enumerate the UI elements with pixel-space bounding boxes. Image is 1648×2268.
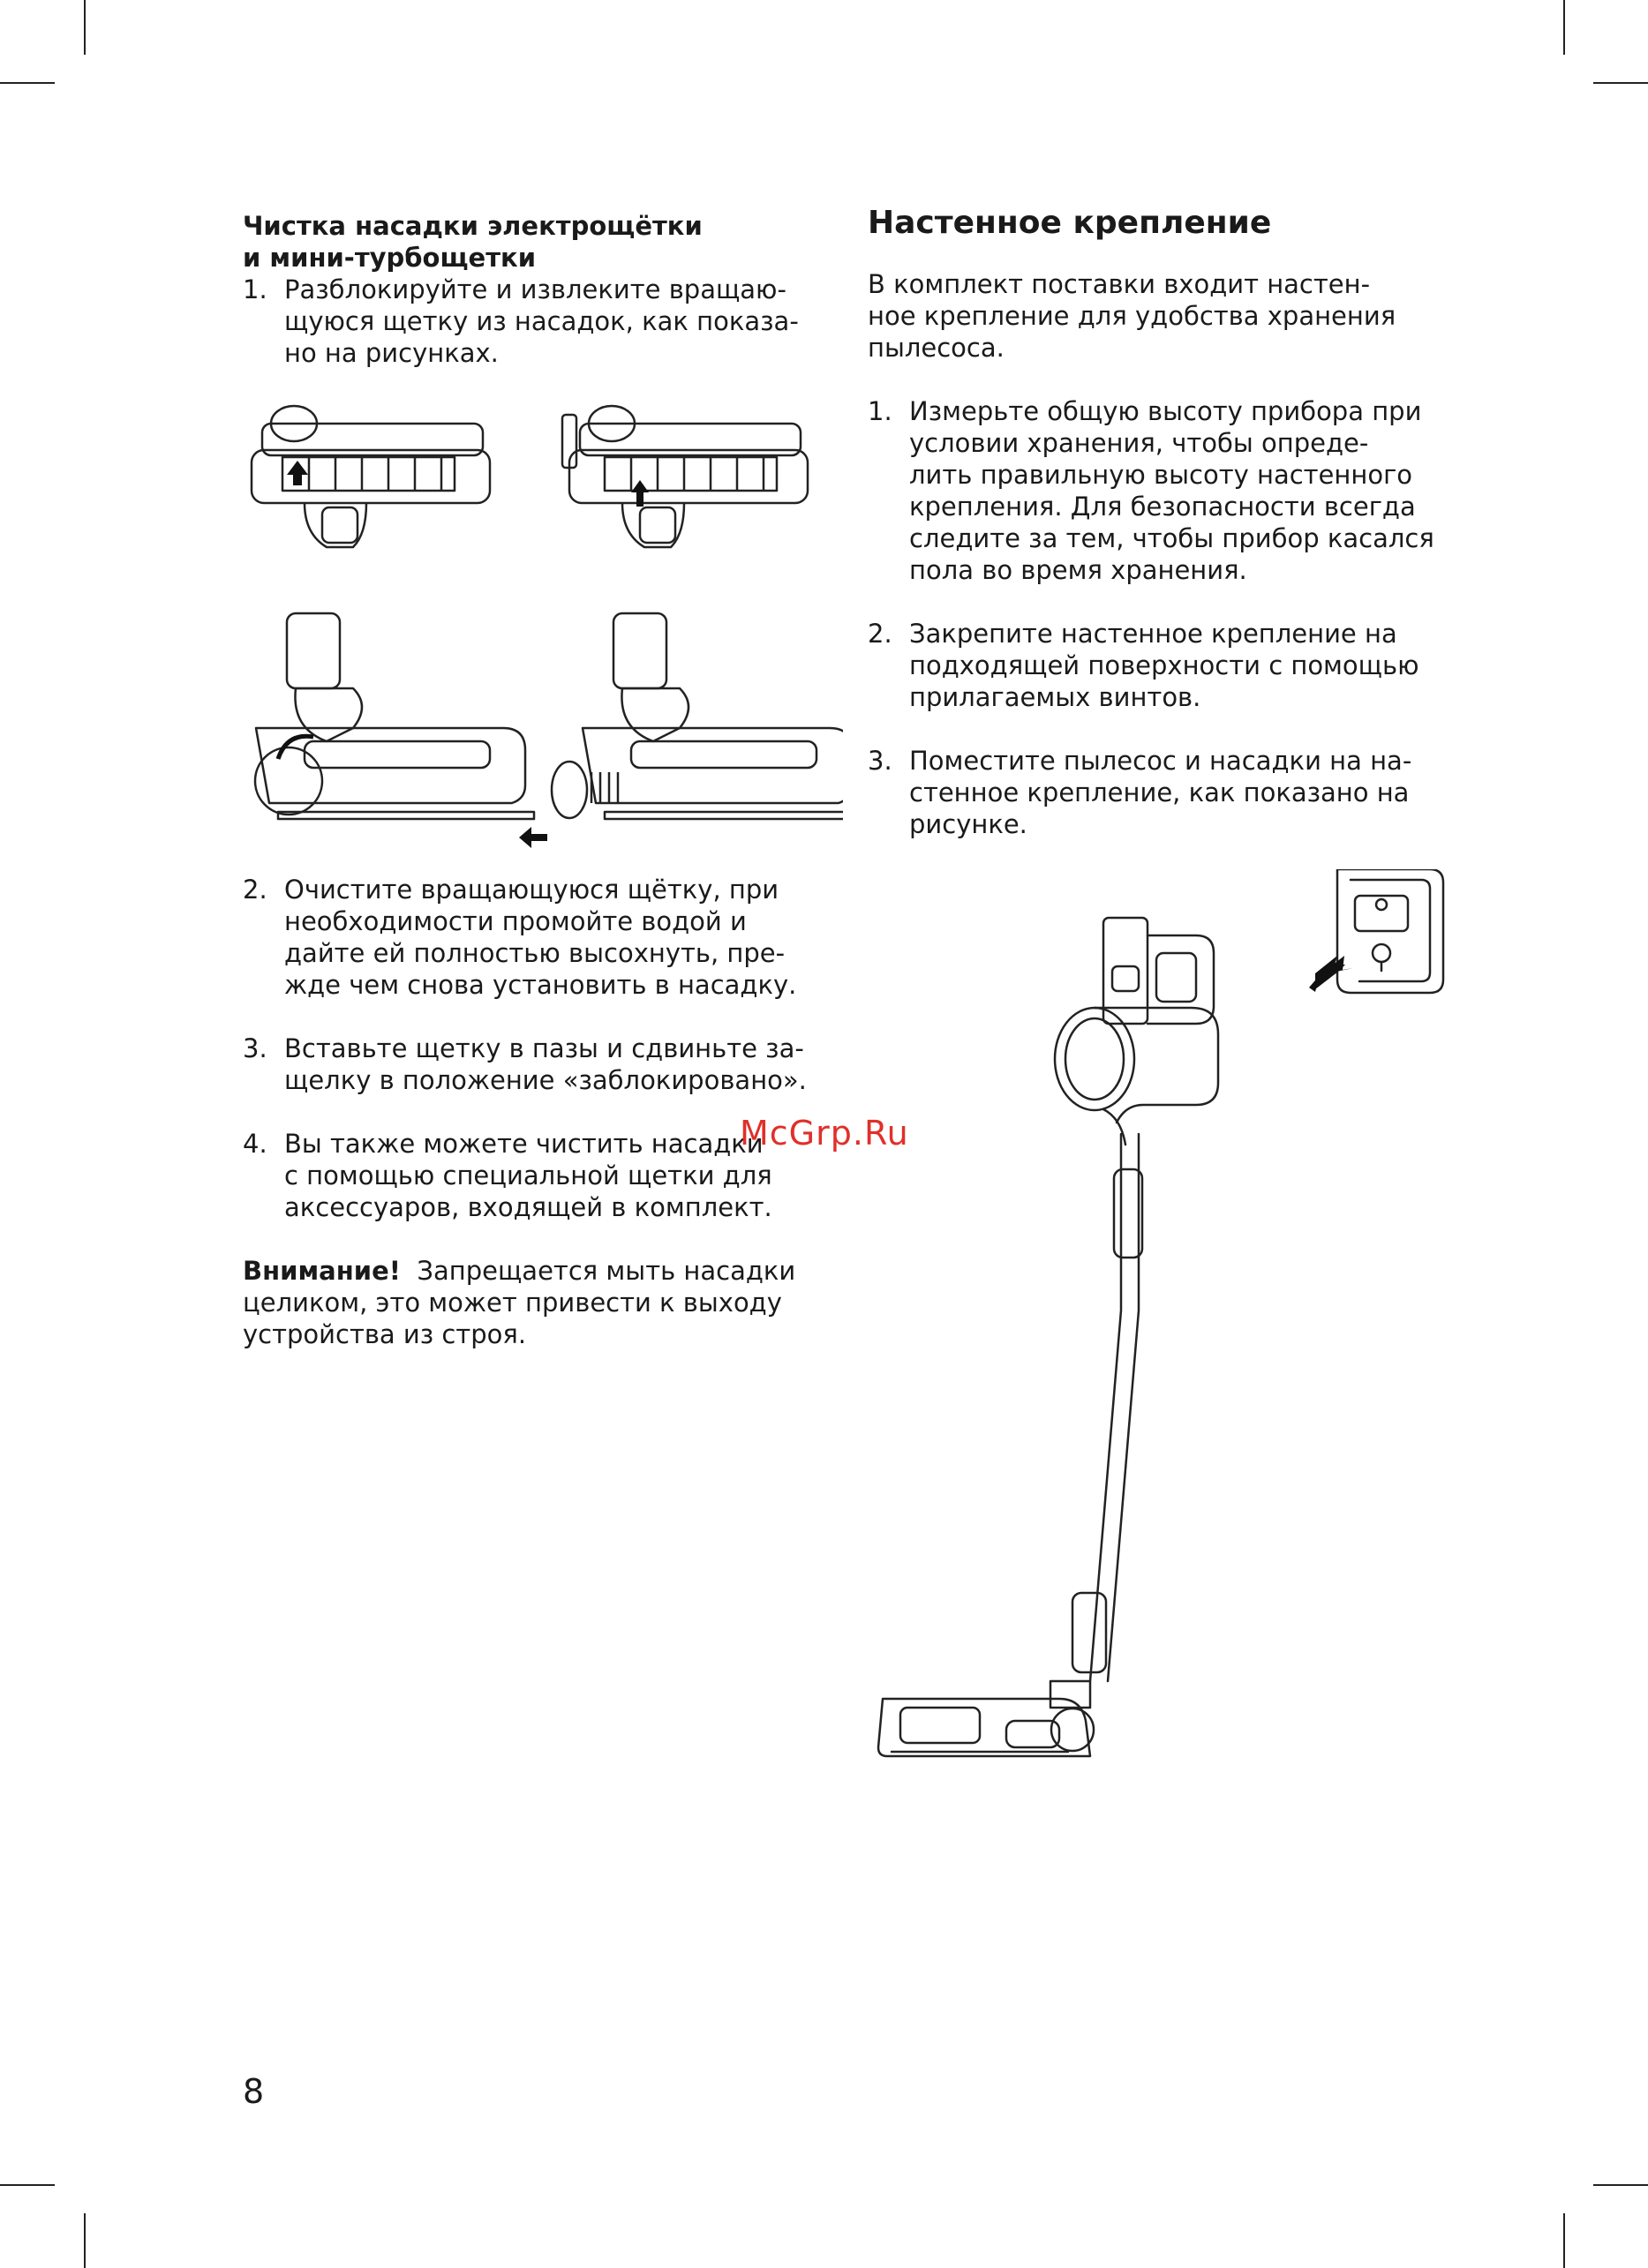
mount-step-2 bbox=[868, 618, 1486, 713]
section-title-line: Чистка насадки электрощётки bbox=[243, 211, 703, 241]
warning-note: Внимание! Запрещается мыть насадки целиком, это может привести к выходу устройства из строя. bbox=[243, 1256, 796, 1349]
step-2 bbox=[243, 874, 861, 1001]
crop-mark bbox=[1593, 82, 1648, 84]
step-number: 1. bbox=[868, 396, 892, 426]
step-number: 3. bbox=[868, 746, 892, 776]
left-column-lower bbox=[243, 874, 861, 1350]
step-number: 4. bbox=[243, 1129, 267, 1159]
mount-step-3 bbox=[868, 745, 1486, 840]
right-column bbox=[868, 203, 1486, 840]
section-title-line: и мини-турбощетки bbox=[243, 243, 537, 273]
brush-illustrations bbox=[243, 388, 843, 860]
vacuum-tube bbox=[1072, 1134, 1142, 1681]
step-3 bbox=[243, 1033, 861, 1096]
vacuum-body bbox=[1055, 918, 1218, 1145]
section-title bbox=[243, 210, 843, 274]
watermark: McGrp.Ru bbox=[740, 1114, 909, 1153]
step-number: 2. bbox=[868, 619, 892, 649]
intro-paragraph: В комплект поставки входит настен- ное крепление для удобства хранения пылесоса. bbox=[868, 269, 1396, 363]
step-text: Разблокируйте и извлеките вращаю- щуюся щетку из насадок, как показа- но на рисунках. bbox=[284, 274, 799, 368]
step-number: 3. bbox=[243, 1033, 267, 1063]
vacuum-wall-mount-illustration bbox=[874, 869, 1456, 1787]
left-column bbox=[243, 210, 843, 369]
arrow-up-icon bbox=[287, 461, 308, 485]
crop-mark bbox=[84, 0, 86, 55]
wall-mount-title: Настенное крепление bbox=[868, 205, 1272, 241]
brush-head-top-right bbox=[562, 406, 808, 547]
page-number: 8 bbox=[243, 2072, 265, 2111]
crop-mark bbox=[84, 2213, 86, 2268]
step-text: Вы также можете чистить насадки с помощью специальной щетки для аксессуаров, входящей в комплект. bbox=[284, 1129, 772, 1222]
step-1 bbox=[243, 274, 843, 369]
mount-step-1 bbox=[868, 395, 1486, 586]
wall-bracket bbox=[1337, 869, 1443, 993]
step-text: Закрепите настенное крепление на подходящей поверхности с помощью прилагаемых винтов. bbox=[909, 619, 1419, 712]
arrow-left-icon bbox=[519, 827, 547, 848]
brush-head-top-left bbox=[252, 406, 490, 547]
crop-mark bbox=[1563, 0, 1565, 55]
vacuum-floor-head bbox=[878, 1681, 1094, 1756]
step-text: Измерьте общую высоту прибора при условии хранения, чтобы опреде- лить правильную высоту настенного крепления. Для безопасности всегда следите за тем, чтобы прибор касался пола во время хранения. bbox=[909, 396, 1434, 585]
step-number: 2. bbox=[243, 875, 267, 905]
step-number: 1. bbox=[243, 274, 267, 304]
step-text: Очистите вращающуюся щётку, при необходимости промойте водой и дайте ей полностью высохнуть, пре- жде чем снова установить в насадку. bbox=[284, 875, 797, 1000]
turbo-brush-bottom-right bbox=[552, 613, 843, 819]
warning-label: Внимание! bbox=[243, 1256, 401, 1286]
crop-mark bbox=[1593, 2184, 1648, 2186]
crop-mark bbox=[1563, 2213, 1565, 2268]
turbo-brush-bottom-left bbox=[255, 613, 534, 819]
step-text: Вставьте щетку в пазы и сдвиньте за- щелку в положение «заблокировано». bbox=[284, 1033, 807, 1095]
step-text: Поместите пылесос и насадки на на- стенное крепление, как показано на рисунке. bbox=[909, 746, 1412, 839]
crop-mark bbox=[0, 82, 55, 84]
crop-mark bbox=[0, 2184, 55, 2186]
